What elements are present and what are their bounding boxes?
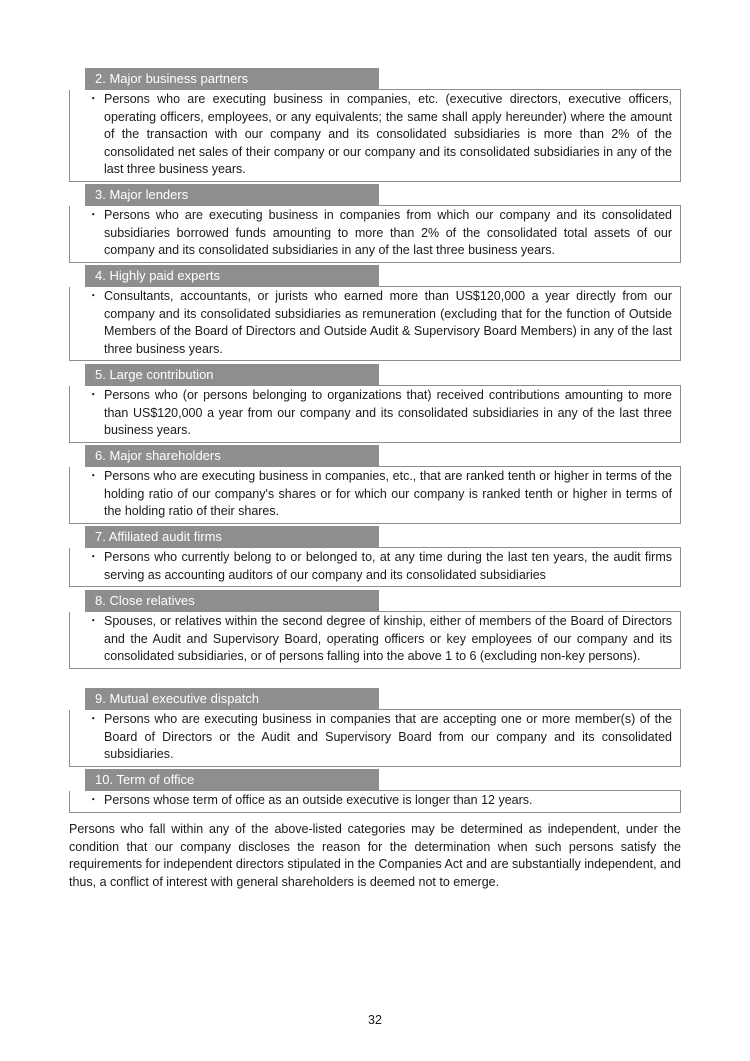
section-label: 10. Term of office — [85, 769, 379, 791]
section-text: Persons who are executing business in companies from which our company and its consolidated subsidiaries borrowed funds amounting to more than 2% of the consolidated total assets of our company and its consolidated subsidiaries in any of the last three business years. — [104, 208, 672, 257]
page-number: 32 — [368, 1013, 382, 1027]
section-box — [69, 287, 681, 361]
section-text: Consultants, accountants, or jurists who earned more than US$120,000 a year directly from our company and its consolidated subsidiaries as remuneration (excluding that for the function of Outside Members of the Board of Directors and Outside Audit & Supervisory Board Members) in any of the last three business years. — [104, 289, 672, 356]
section-major-shareholders — [69, 445, 681, 524]
section-header — [69, 769, 681, 791]
section-text: Persons who are executing business in companies, etc., that are ranked tenth or higher in terms of the holding ratio of our company's shares or for which our company is ranked tenth or higher in terms of the holding ratio of their shares. — [104, 469, 672, 518]
section-close-relatives — [69, 590, 681, 669]
section-box — [69, 467, 681, 524]
bullet-marker: ・ — [87, 793, 100, 807]
section-affiliated-audit-firms — [69, 526, 681, 587]
section-label: 6. Major shareholders — [85, 445, 379, 467]
section-text: Persons who (or persons belonging to organizations that) received contributions amounting to more than US$120,000 a year from our company and its consolidated subsidiaries in any of the last three business years. — [104, 388, 672, 437]
bullet-marker: ・ — [87, 550, 100, 564]
section-term-of-office — [69, 769, 681, 813]
section-label: 9. Mutual executive dispatch — [85, 688, 379, 710]
section-header — [69, 68, 681, 90]
section-text: Persons who currently belong to or belonged to, at any time during the last ten years, the audit firms serving as accounting auditors of our company and its consolidated subsidiaries — [104, 550, 672, 582]
section-text: Spouses, or relatives within the second degree of kinship, either of members of the Board of Directors and the Audit and Supervisory Board, operating officers or key employees of our company and its consolidated subsidiaries, or of persons falling into the above 1 to 6 (excluding non-key persons). — [104, 614, 672, 663]
section-label: 2. Major business partners — [85, 68, 379, 90]
section-large-contribution — [69, 364, 681, 443]
bullet-marker: ・ — [87, 92, 100, 106]
section-header — [69, 688, 681, 710]
section-highly-paid-experts — [69, 265, 681, 361]
closing-paragraph: Persons who fall within any of the above-listed categories may be determined as independent, under the condition that our company discloses the reason for the determination when such persons satisfy the requirements for independent directors stipulated in the Companies Act and are substantially independent, and thus, a conflict of interest with general shareholders is deemed not to emerge. — [69, 822, 681, 889]
section-header — [69, 184, 681, 206]
section-mutual-executive-dispatch — [69, 688, 681, 767]
bullet-marker: ・ — [87, 208, 100, 222]
section-label: 5. Large contribution — [85, 364, 379, 386]
section-box — [69, 710, 681, 767]
section-text: Persons whose term of office as an outside executive is longer than 12 years. — [104, 793, 533, 807]
section-label: 3. Major lenders — [85, 184, 379, 206]
section-box — [69, 206, 681, 263]
bullet-marker: ・ — [87, 469, 100, 483]
section-box — [69, 386, 681, 443]
bullet-marker: ・ — [87, 289, 100, 303]
bullet-marker: ・ — [87, 388, 100, 402]
section-header — [69, 364, 681, 386]
section-text: Persons who are executing business in companies, etc. (executive directors, executive officers, operating officers, employees, or any equivalents; the same shall apply hereunder) where the amount of the transaction with our company and its consolidated subsidiaries is more than 2% of the consolidated net sales of their company or our company and its consolidated subsidiaries in any of the last three business years. — [104, 92, 672, 176]
section-header — [69, 445, 681, 467]
section-header — [69, 265, 681, 287]
section-box — [69, 791, 681, 813]
section-text: Persons who are executing business in companies that are accepting one or more member(s) of the Board of Directors or the Audit and Supervisory Board from our company and its consolidated subsidiaries. — [104, 712, 672, 761]
section-box — [69, 548, 681, 587]
section-label: 4. Highly paid experts — [85, 265, 379, 287]
section-box — [69, 612, 681, 669]
bullet-marker: ・ — [87, 614, 100, 628]
section-label: 8. Close relatives — [85, 590, 379, 612]
section-label: 7. Affiliated audit firms — [85, 526, 379, 548]
section-major-lenders — [69, 184, 681, 263]
section-header — [69, 526, 681, 548]
section-major-business-partners — [69, 68, 681, 182]
section-header — [69, 590, 681, 612]
section-box — [69, 90, 681, 182]
bullet-marker: ・ — [87, 712, 100, 726]
